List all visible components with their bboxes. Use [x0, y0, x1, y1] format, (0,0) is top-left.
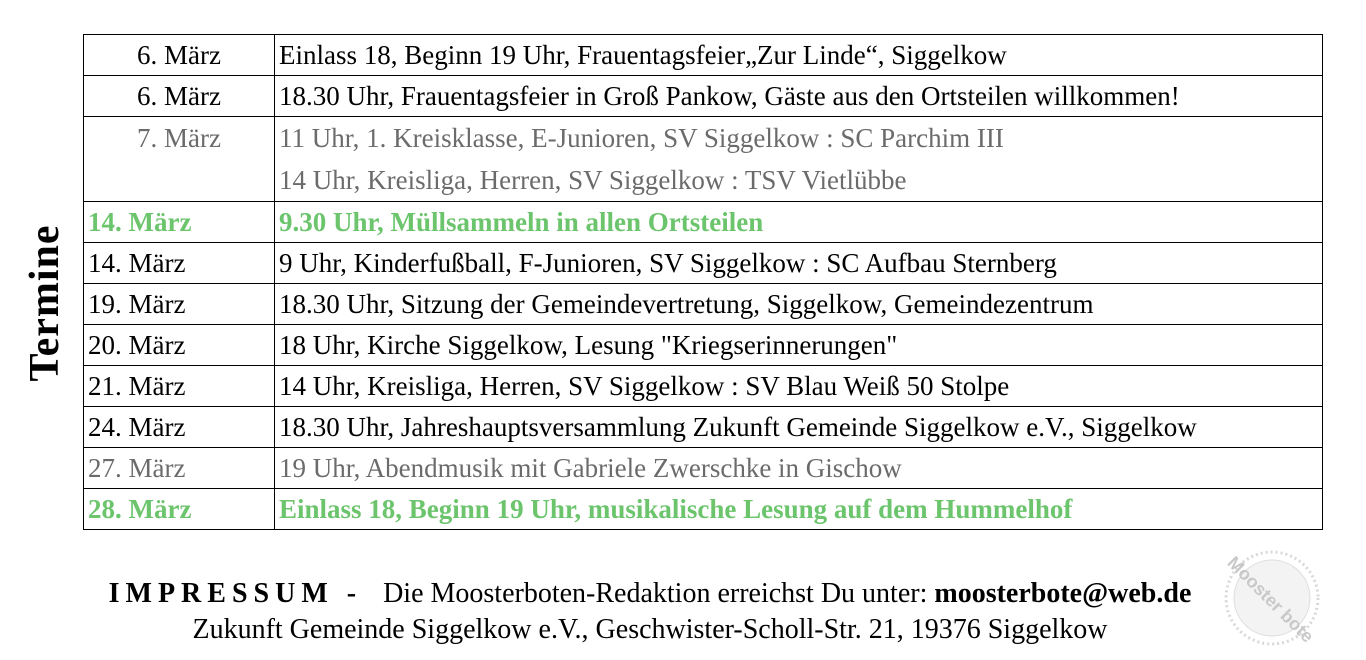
impressum-address-line — [0, 614, 1300, 646]
event-date: 27. März — [84, 448, 275, 489]
impressum-address: Zukunft Gemeinde Siggelkow e.V., Geschwister-Scholl-Str. 21, 19376 Siggelkow — [192, 614, 1108, 645]
event-row — [84, 35, 1323, 76]
event-date: 14. März — [84, 202, 275, 243]
event-row — [84, 76, 1323, 117]
events-table-body — [84, 35, 1323, 530]
event-description-line: 14 Uhr, Kreisliga, Herren, SV Siggelkow : SV Blau Weiß 50 Stolpe — [279, 371, 1010, 401]
event-description — [275, 366, 1323, 407]
event-date: 21. März — [84, 366, 275, 407]
impressum-line — [0, 578, 1300, 610]
event-description-line: 19 Uhr, Abendmusik mit Gabriele Zwerschke in Gischow — [279, 453, 902, 483]
event-row — [84, 284, 1323, 325]
event-description — [275, 243, 1323, 284]
impressum-title: IMPRESSUM - — [108, 578, 363, 609]
event-description — [275, 407, 1323, 448]
event-description — [275, 284, 1323, 325]
event-date: 14. März — [84, 243, 275, 284]
event-description — [275, 117, 1323, 202]
event-date: 28. März — [84, 489, 275, 530]
event-description — [275, 35, 1323, 76]
events-table — [83, 34, 1323, 530]
event-date: 24. März — [84, 407, 275, 448]
event-date: 6. März — [84, 35, 275, 76]
event-description-line: 9 Uhr, Kinderfußball, F-Junioren, SV Siggelkow : SC Aufbau Sternberg — [279, 248, 1057, 278]
mooster-bote-stamp — [1222, 548, 1322, 648]
event-description — [275, 489, 1323, 530]
event-description-line: Einlass 18, Beginn 19 Uhr, Frauentagsfeier„Zur Linde“, Siggelkow — [279, 40, 1007, 70]
event-row — [84, 407, 1323, 448]
event-description-line: 9.30 Uhr, Müllsammeln in allen Ortsteilen — [279, 207, 764, 237]
event-description — [275, 76, 1323, 117]
event-row — [84, 243, 1323, 284]
event-description-line: 14 Uhr, Kreisliga, Herren, SV Siggelkow : TSV Vietlübbe — [279, 165, 907, 195]
event-row — [84, 325, 1323, 366]
event-row — [84, 366, 1323, 407]
event-description-line: 18 Uhr, Kirche Siggelkow, Lesung "Kriegserinnerungen" — [279, 330, 898, 360]
event-description — [275, 202, 1323, 243]
event-date: 6. März — [84, 76, 275, 117]
event-description-line: 18.30 Uhr, Sitzung der Gemeindevertretung, Siggelkow, Gemeindezentrum — [279, 289, 1094, 319]
side-title — [10, 208, 80, 398]
stamp-text: Mooster bote — [1223, 552, 1318, 647]
side-title-text: Termine — [22, 224, 68, 382]
event-description-line: 11 Uhr, 1. Kreisklasse, E-Junioren, SV Siggelkow : SC Parchim III — [279, 123, 1004, 153]
event-description-line: Einlass 18, Beginn 19 Uhr, musikalische Lesung auf dem Hummelhof — [279, 494, 1073, 524]
event-description-line: 18.30 Uhr, Jahreshauptsversammlung Zukunft Gemeinde Siggelkow e.V., Siggelkow — [279, 412, 1197, 442]
event-date: 20. März — [84, 325, 275, 366]
event-description-line: 18.30 Uhr, Frauentagsfeier in Groß Pankow, Gäste aus den Ortsteilen willkommen! — [279, 81, 1180, 111]
event-date: 7. März — [84, 117, 275, 202]
impressum-email[interactable]: moosterbote@web.de — [934, 578, 1192, 609]
event-row — [84, 117, 1323, 202]
event-row — [84, 489, 1323, 530]
event-description — [275, 448, 1323, 489]
impressum-text: Die Moosterboten-Redaktion erreichst Du unter: — [383, 578, 928, 609]
event-row — [84, 202, 1323, 243]
event-date: 19. März — [84, 284, 275, 325]
event-row — [84, 448, 1323, 489]
event-description — [275, 325, 1323, 366]
